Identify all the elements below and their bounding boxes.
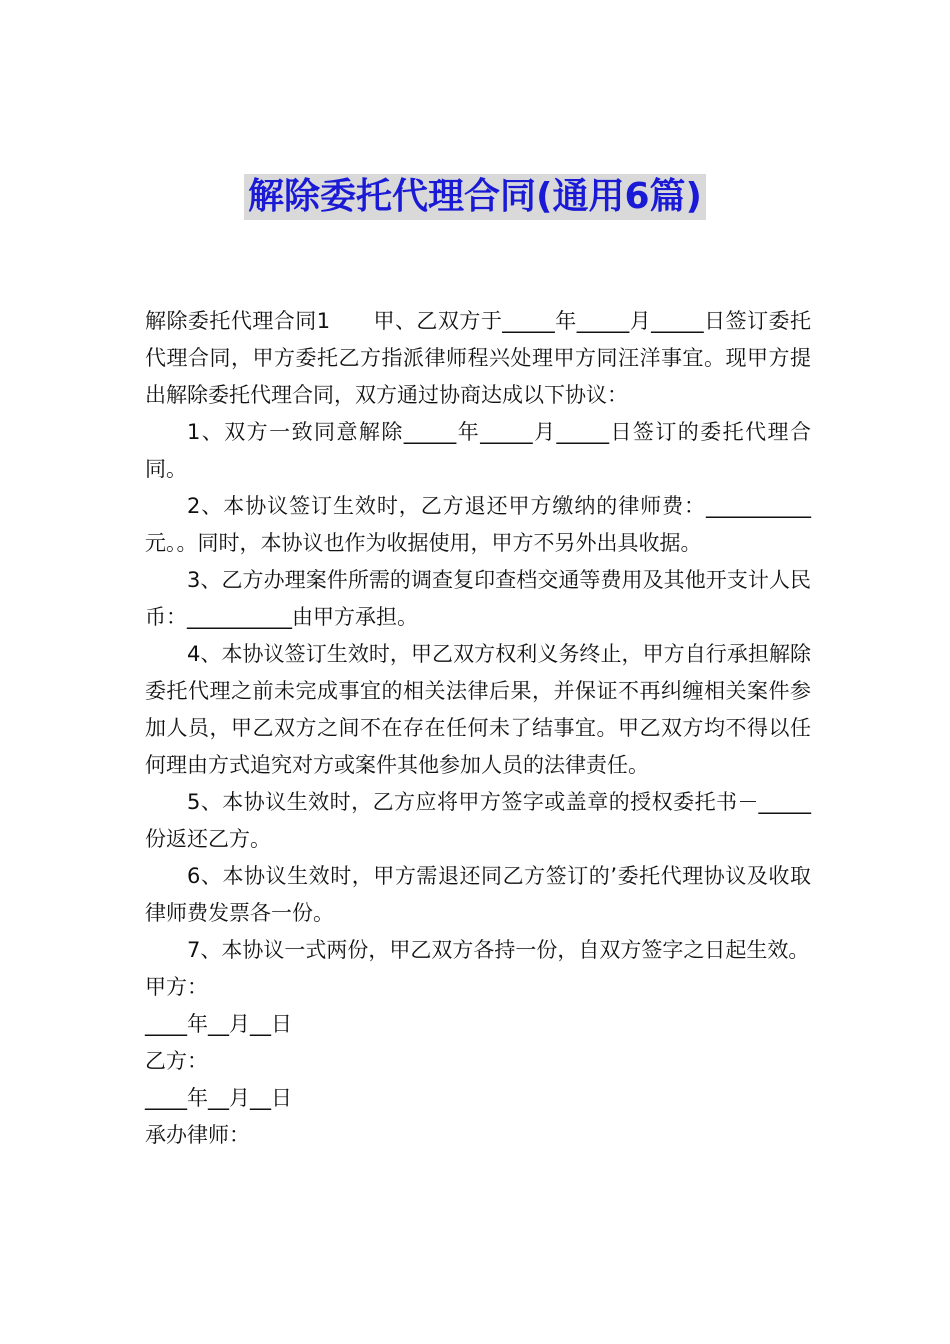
intro-paragraph: 解除委托代理合同1 甲、乙双方于_____年_____月_____日签订委托代理合同，甲方委托乙方指派律师程兴处理甲方同汪洋事宜。现甲方提出解除委托代理合同，双方通过协商达成以下协议：	[145, 309, 811, 407]
party-b-date: ____年__月__日	[145, 1086, 292, 1110]
party-a-label: 甲方：	[145, 975, 208, 999]
party-a-date: ____年__月__日	[145, 1012, 292, 1036]
clause-7: 7、本协议一式两份，甲乙双方各持一份，自双方签字之日起生效。	[187, 938, 810, 962]
clause-3: 3、乙方办理案件所需的调查复印查档交通等费用及其他开支计人民币：__________由甲方承担。	[145, 568, 811, 629]
clause-5: 5、本协议生效时，乙方应将甲方签字或盖章的授权委托书－_____份返还乙方。	[145, 790, 811, 851]
clause-2: 2、本协议签订生效时，乙方退还甲方缴纳的律师费：__________元。。同时，本协议也作为收据使用，甲方不另外出具收据。	[145, 494, 811, 555]
title-block	[0, 174, 950, 220]
document-body	[145, 303, 811, 1154]
clause-6: 6、本协议生效时，甲方需退还同乙方签订的’委托代理协议及收取律师费发票各一份。	[145, 864, 811, 925]
lawyer-label: 承办律师：	[145, 1123, 250, 1147]
document-title: 解除委托代理合同(通用6篇)	[244, 174, 706, 220]
clause-1: 1、双方一致同意解除_____年_____月_____日签订的委托代理合同。	[145, 420, 811, 481]
party-b-label: 乙方：	[145, 1049, 208, 1073]
clause-4: 4、本协议签订生效时，甲乙双方权利义务终止，甲方自行承担解除委托代理之前未完成事宜的相关法律后果，并保证不再纠缠相关案件参加人员，甲乙双方之间不在存在任何未了结事宜。甲乙双方均不得以任何理由方式追究对方或案件其他参加人员的法律责任。	[145, 642, 811, 777]
